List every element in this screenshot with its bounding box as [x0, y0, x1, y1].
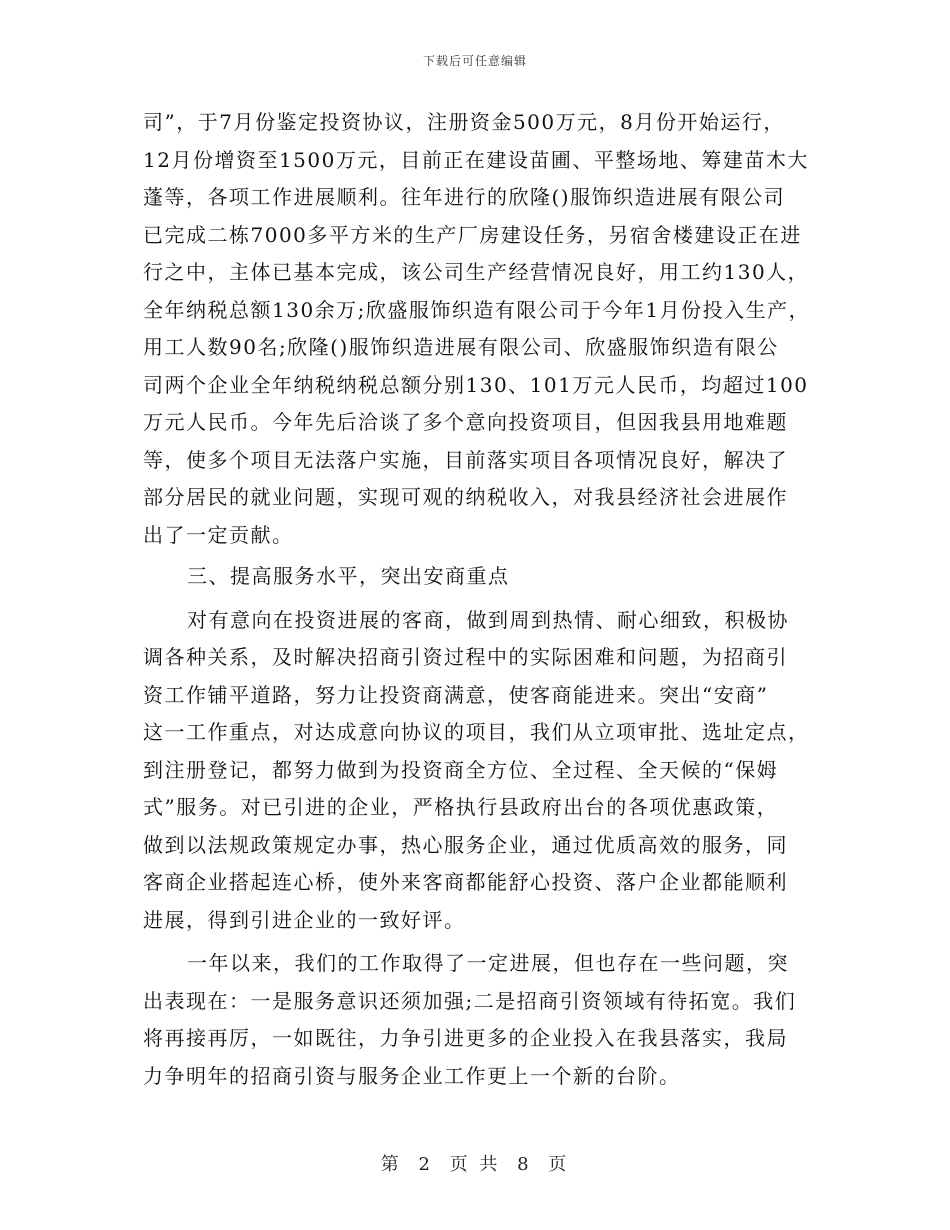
paragraph-1	[143, 104, 813, 554]
text-line: 对有意向在投资进展的客商，做到周到热情、耐心细致，积极协	[187, 607, 789, 632]
text-line: 力争明年的招商引资与服务企业工作更上一个新的台阶。	[143, 1063, 681, 1088]
text-line: 蓬等，各项工作进展顺利。往年进行的欣隆()服饰织造进展有限公司	[143, 185, 786, 209]
text-line: 进展，得到引进企业的一致好评。	[143, 907, 466, 932]
text-line: 客商企业搭起连心桥，使外来客商都能舒心投资、落户企业都能顺利	[143, 870, 788, 894]
paragraph-3	[143, 945, 813, 1095]
text-line: 资工作铺平道路，努力让投资商满意，使客商能进来。突出“安商”	[143, 682, 769, 707]
footer-middle: 页 共	[449, 1154, 501, 1175]
text-line: 做到以法规政策规定办事，热心服务企业，通过优质高效的服务，同	[143, 832, 788, 857]
text-line: 这一工作重点，对达成意向协议的项目，我们从立项审批、选址定点，	[143, 720, 810, 744]
text-line: 到注册登记，都努力做到为投资商全方位、全过程、全天候的“保姆	[143, 757, 779, 782]
text-line: 部分居民的就业问题，实现可观的纳税收入，对我县经济社会进展作	[143, 485, 788, 509]
text-line: 已完成二栋7000多平方米的生产厂房建设任务，另宿舍楼建设正在进	[143, 222, 802, 247]
footer-suffix: 页	[548, 1154, 570, 1175]
text-line: 将再接再厉，一如既往，力争引进更多的企业投入在我县落实，我局	[143, 1026, 788, 1050]
text-line: 司”，于7月份鉴定投资协议，注册资金500万元，8月份开始运行，	[143, 110, 785, 134]
text-line: 一年以来，我们的工作取得了一定进展，但也存在一些问题，突	[187, 951, 789, 975]
footer-prefix: 第	[380, 1154, 402, 1175]
document-body	[143, 104, 813, 1095]
text-line: 司两个企业全年纳税纳税总额分别130、101万元人民币，均超过100	[143, 372, 809, 397]
page-footer	[0, 1150, 950, 1176]
text-line: 万元人民币。今年先后洽谈了多个意向投资项目，但因我县用地难题	[143, 410, 788, 434]
text-line: 12月份增资至1500万元，目前正在建设苗圃、平整场地、筹建苗木大	[143, 147, 809, 172]
total-page-count: 8	[517, 1154, 532, 1175]
text-line: 出表现在：一是服务意识还须加强;二是招商引资领域有待拓宽。我们	[143, 988, 797, 1013]
text-line: 全年纳税总额130余万;欣盛服饰织造有限公司于今年1月份投入生产，	[143, 297, 811, 322]
text-line: 出了一定贡献。	[143, 522, 294, 547]
text-line: 用工人数90名;欣隆()服饰织造进展有限公司、欣盛服饰织造有限公	[143, 335, 779, 359]
page-header: 下载后可任意编辑	[422, 54, 527, 68]
current-page-number: 2	[418, 1154, 433, 1175]
text-line: 调各种关系，及时解决招商引资过程中的实际困难和问题，为招商引	[143, 645, 788, 669]
paragraph-2	[143, 602, 813, 940]
section-heading: 三、提高服务水平，突出安商重点	[187, 564, 510, 588]
text-line: 式”服务。对已引进的企业，严格执行县政府出台的各项优惠政策，	[143, 795, 779, 819]
text-line: 行之中，主体已基本完成，该公司生产经营情况良好，用工约130人，	[143, 260, 810, 284]
text-line: 等，使多个项目无法落户实施，目前落实项目各项情况良好，解决了	[143, 447, 788, 472]
